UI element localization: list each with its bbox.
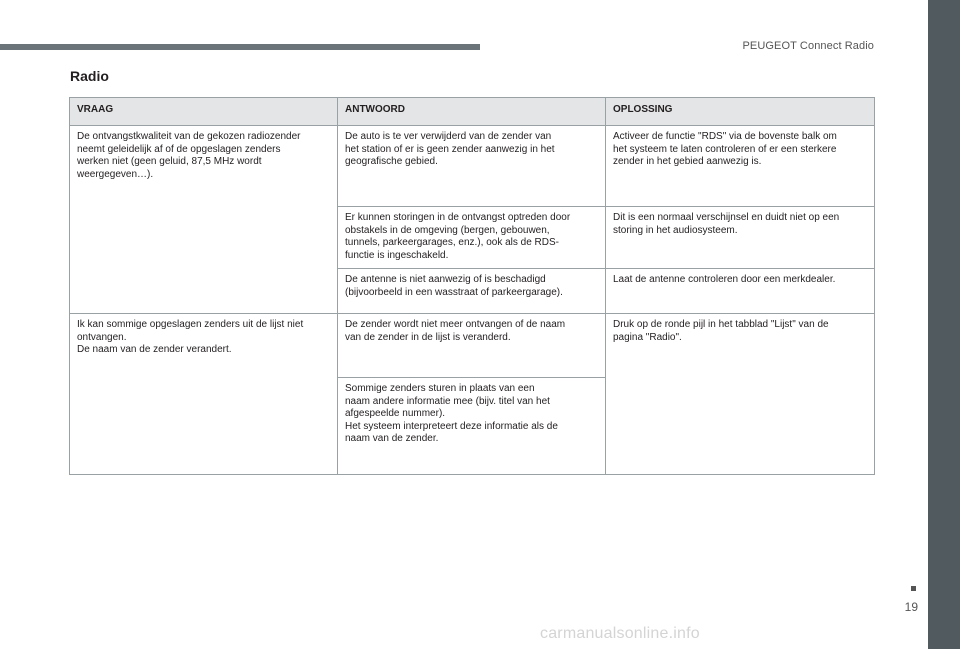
answer-cell: De antenne is niet aanwezig of is beschadigd (bijvoorbeeld in een wasstraat of parkeergarage). xyxy=(338,269,606,314)
solution-cell: Druk op de ronde pijl in het tabblad "Lijst" van de pagina "Radio". xyxy=(606,314,875,475)
column-header-question: VRAAG xyxy=(70,98,338,126)
solution-cell: Dit is een normaal verschijnsel en duidt niet op een storing in het audiosysteem. xyxy=(606,207,875,269)
column-header-answer: ANTWOORD xyxy=(338,98,606,126)
page-number: 19 xyxy=(904,600,918,614)
watermark: carmanualsonline.info xyxy=(540,625,700,642)
faq-table xyxy=(69,97,875,475)
answer-cell: Er kunnen storingen in de ontvangst optreden door obstakels in de omgeving (bergen, gebouwen, tunnels, parkeergarages, enz.), ook als de RDS- functie is ingeschakeld. xyxy=(338,207,606,269)
solution-cell: Activeer de functie "RDS" via de bovenste balk om het systeem te laten controleren of er een sterkere zender in het gebied aanwezig is. xyxy=(606,126,875,207)
page-marker xyxy=(911,586,916,591)
question-cell: De ontvangstkwaliteit van de gekozen radiozender neemt geleidelijk af of de opgeslagen zenders werken niet (geen geluid, 87,5 MHz wordt weergegeven…). xyxy=(70,126,338,314)
answer-cell: Sommige zenders sturen in plaats van een naam andere informatie mee (bijv. titel van het afgespeelde nummer). Het systeem interpreteert deze informatie als de naam van de zender. xyxy=(338,378,606,475)
header-title: PEUGEOT Connect Radio xyxy=(742,40,874,52)
header-rule xyxy=(0,44,480,50)
column-header-solution: OPLOSSING xyxy=(606,98,875,126)
table-row xyxy=(70,126,875,207)
page-title: Radio xyxy=(70,68,109,84)
solution-cell: Laat de antenne controleren door een merkdealer. xyxy=(606,269,875,314)
side-strip xyxy=(928,0,960,649)
question-cell: Ik kan sommige opgeslagen zenders uit de lijst niet ontvangen. De naam van de zender verandert. xyxy=(70,314,338,475)
answer-cell: De auto is te ver verwijderd van de zender van het station of er is geen zender aanwezig in het geografische gebied. xyxy=(338,126,606,207)
table-header-row xyxy=(70,98,875,126)
answer-cell: De zender wordt niet meer ontvangen of de naam van de zender in de lijst is veranderd. xyxy=(338,314,606,378)
table-row xyxy=(70,314,875,378)
